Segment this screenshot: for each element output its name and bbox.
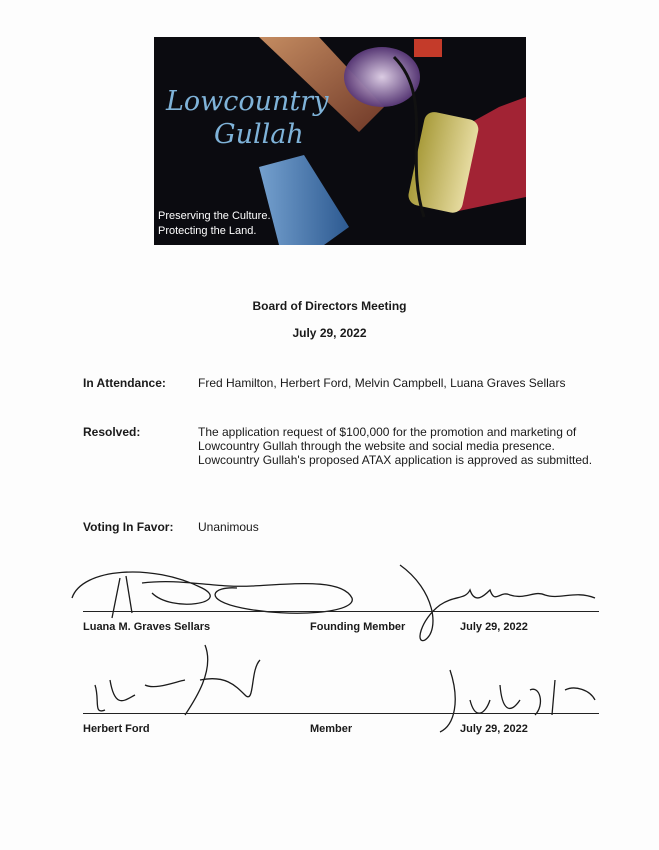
tagline-line-1: Preserving the Culture. <box>158 210 271 222</box>
tagline-line-2: Protecting the Land. <box>158 225 257 237</box>
signature-line-1 <box>83 611 599 612</box>
logo-banner <box>154 37 526 245</box>
attendance-label: In Attendance: <box>83 376 166 390</box>
signer-date-2: July 29, 2022 <box>460 723 528 735</box>
attendance-value: Fred Hamilton, Herbert Ford, Melvin Campbell, Luana Graves Sellars <box>198 376 566 390</box>
signer-role-2: Member <box>310 723 353 735</box>
signer-date-1: July 29, 2022 <box>460 621 528 633</box>
signer-role-1: Founding Member <box>310 621 406 633</box>
signer-name-2: Herbert Ford <box>83 723 150 735</box>
signature-luana <box>62 558 362 628</box>
logo-tagline <box>158 209 271 239</box>
resolved-label: Resolved: <box>83 425 141 439</box>
meeting-date: July 29, 2022 <box>292 326 367 340</box>
meeting-title: Board of Directors Meeting <box>252 299 407 313</box>
logo-wordmark: Lowcountry Gullah <box>166 86 329 150</box>
resolved-value: The application request of $100,000 for the promotion and marketing of Lowcountry Gullah through the website and social media presence. Lowcountry Gullah's proposed ATAX application is approved as submitted. <box>198 425 593 467</box>
voting-label: Voting In Favor: <box>83 520 174 534</box>
signature-line-2 <box>83 713 599 714</box>
voting-value: Unanimous <box>198 520 259 534</box>
signer-name-1: Luana M. Graves Sellars <box>83 621 211 633</box>
